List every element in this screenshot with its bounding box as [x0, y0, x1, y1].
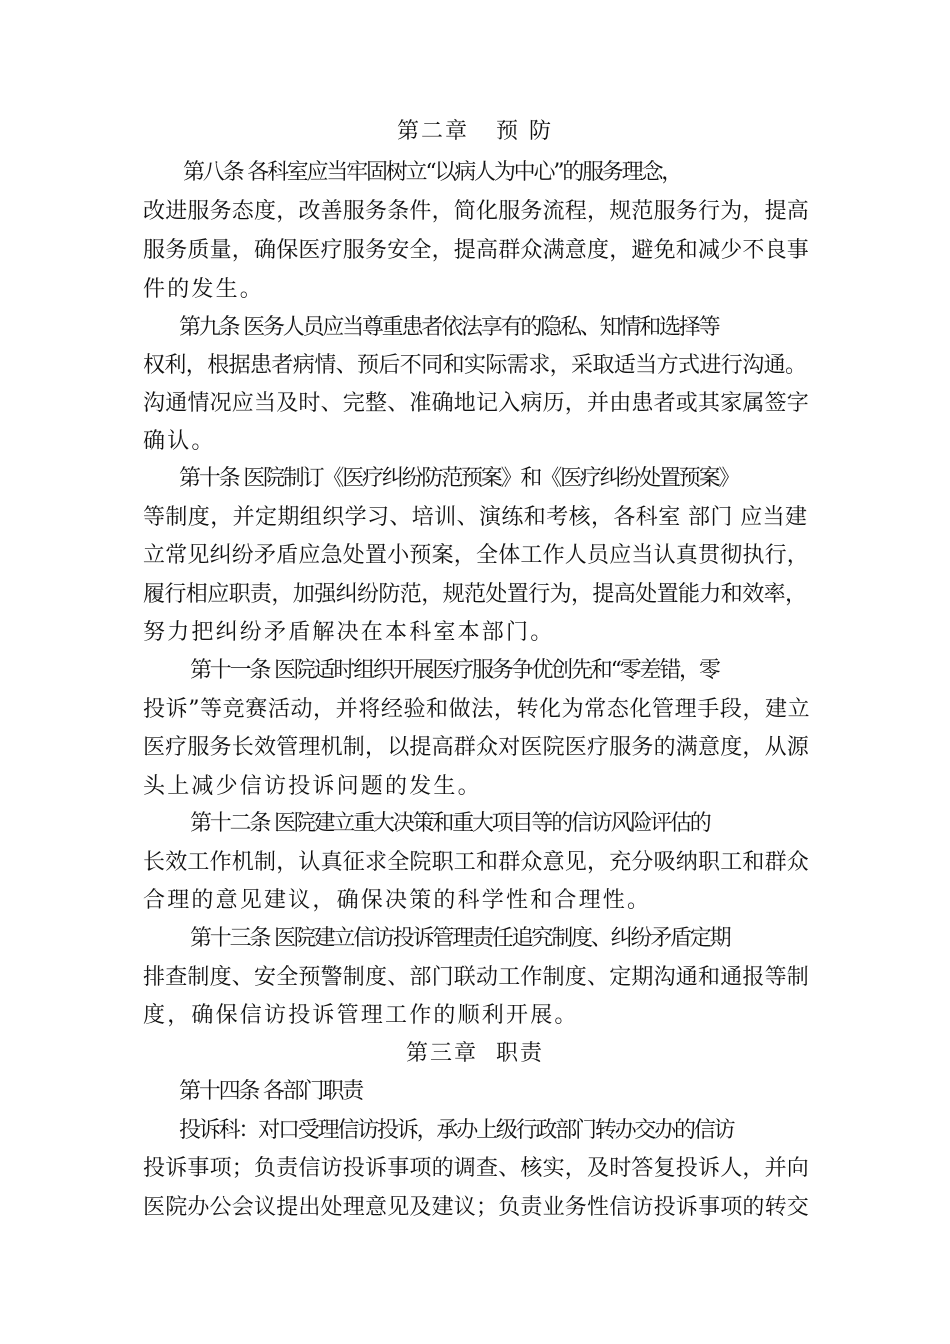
article-11-line-2: 投诉”等竞赛活动，并将经验和做法，转化为常态化管理手段，建立 [143, 697, 811, 722]
article-8-line-1: 第八条 各科室应当牢固树立“以病人为中心”的服务理念， [183, 160, 682, 185]
article-12-line-2: 长效工作机制，认真征求全院职工和群众意见，充分吸纳职工和群众 [143, 850, 810, 875]
article-12-line-3: 合理的意见建议，确保决策的科学性和合理性。 [143, 888, 652, 913]
article-8-line-4: 件的发生。 [143, 277, 265, 302]
complaint-dept-line-3: 医院办公会议提出处理意见及建议；负责业务性信访投诉事项的转交 [143, 1195, 810, 1220]
article-9-line-3: 沟通情况应当及时、完整、准确地记入病历，并由患者或其家属签字 [143, 391, 810, 416]
article-9-line-4: 确认。 [143, 429, 216, 454]
article-11-line-4: 头上减少信访投诉问题的发生。 [143, 774, 482, 799]
article-13-line-3: 度，确保信访投诉管理工作的顺利开展。 [143, 1003, 579, 1028]
article-10-line-2: 等制度，并定期组织学习、培训、演练和考核，各科室 部门 应当建 [143, 505, 808, 530]
complaint-dept-line-2: 投诉事项；负责信访投诉事项的调查、核实，及时答复投诉人，并向 [143, 1156, 810, 1181]
article-11-line-3: 医疗服务长效管理机制，以提高群众对医院医疗服务的满意度，从源 [143, 735, 810, 760]
article-9-line-1: 第九条 医务人员应当尊重患者依法享有的隐私、知情和选择等 [179, 315, 719, 340]
chapter-2-title: 第二章 预 防 [397, 119, 553, 144]
article-10-line-5: 努力把纠纷矛盾解决在本科室本部门。 [143, 620, 555, 645]
article-10-line-3: 立常见纠纷矛盾应急处置小预案，全体工作人员应当认真贯彻执行， [143, 543, 810, 568]
article-14-heading: 第十四条 各部门职责 [179, 1079, 362, 1104]
article-9-line-2: 权利，根据患者病情、预后不同和实际需求，采取适当方式进行沟通。 [143, 353, 807, 378]
chapter-3-title: 第三章 职责 [406, 1041, 544, 1066]
complaint-dept-line-1: 投诉科：对口受理信访投诉，承办上级行政部门转办交办的信访 [179, 1118, 734, 1143]
article-13-line-2: 排查制度、安全预警制度、部门联动工作制度、定期沟通和通报等制 [143, 965, 810, 990]
article-13-line-1: 第十三条 医院建立信访投诉管理责任追究制度、纠纷矛盾定期 [190, 926, 730, 951]
article-12-line-1: 第十二条 医院建立重大决策和重大项目等的信访风险评估的 [190, 811, 710, 836]
article-10-line-1: 第十条 医院制订《医疗纠纷防范预案》和《医疗纠纷处置预案》 [179, 466, 739, 491]
article-11-line-1: 第十一条 医院适时组织开展医疗服务争优创先和“零差错，零 [190, 658, 719, 683]
article-10-line-4: 履行相应职责，加强纠纷防范，规范处置行为，提高处置能力和效率， [143, 582, 807, 607]
article-8-line-3: 服务质量，确保医疗服务安全，提高群众满意度，避免和减少不良事 [143, 238, 810, 263]
article-8-line-2: 改进服务态度，改善服务条件，简化服务流程，规范服务行为，提高 [143, 199, 810, 224]
